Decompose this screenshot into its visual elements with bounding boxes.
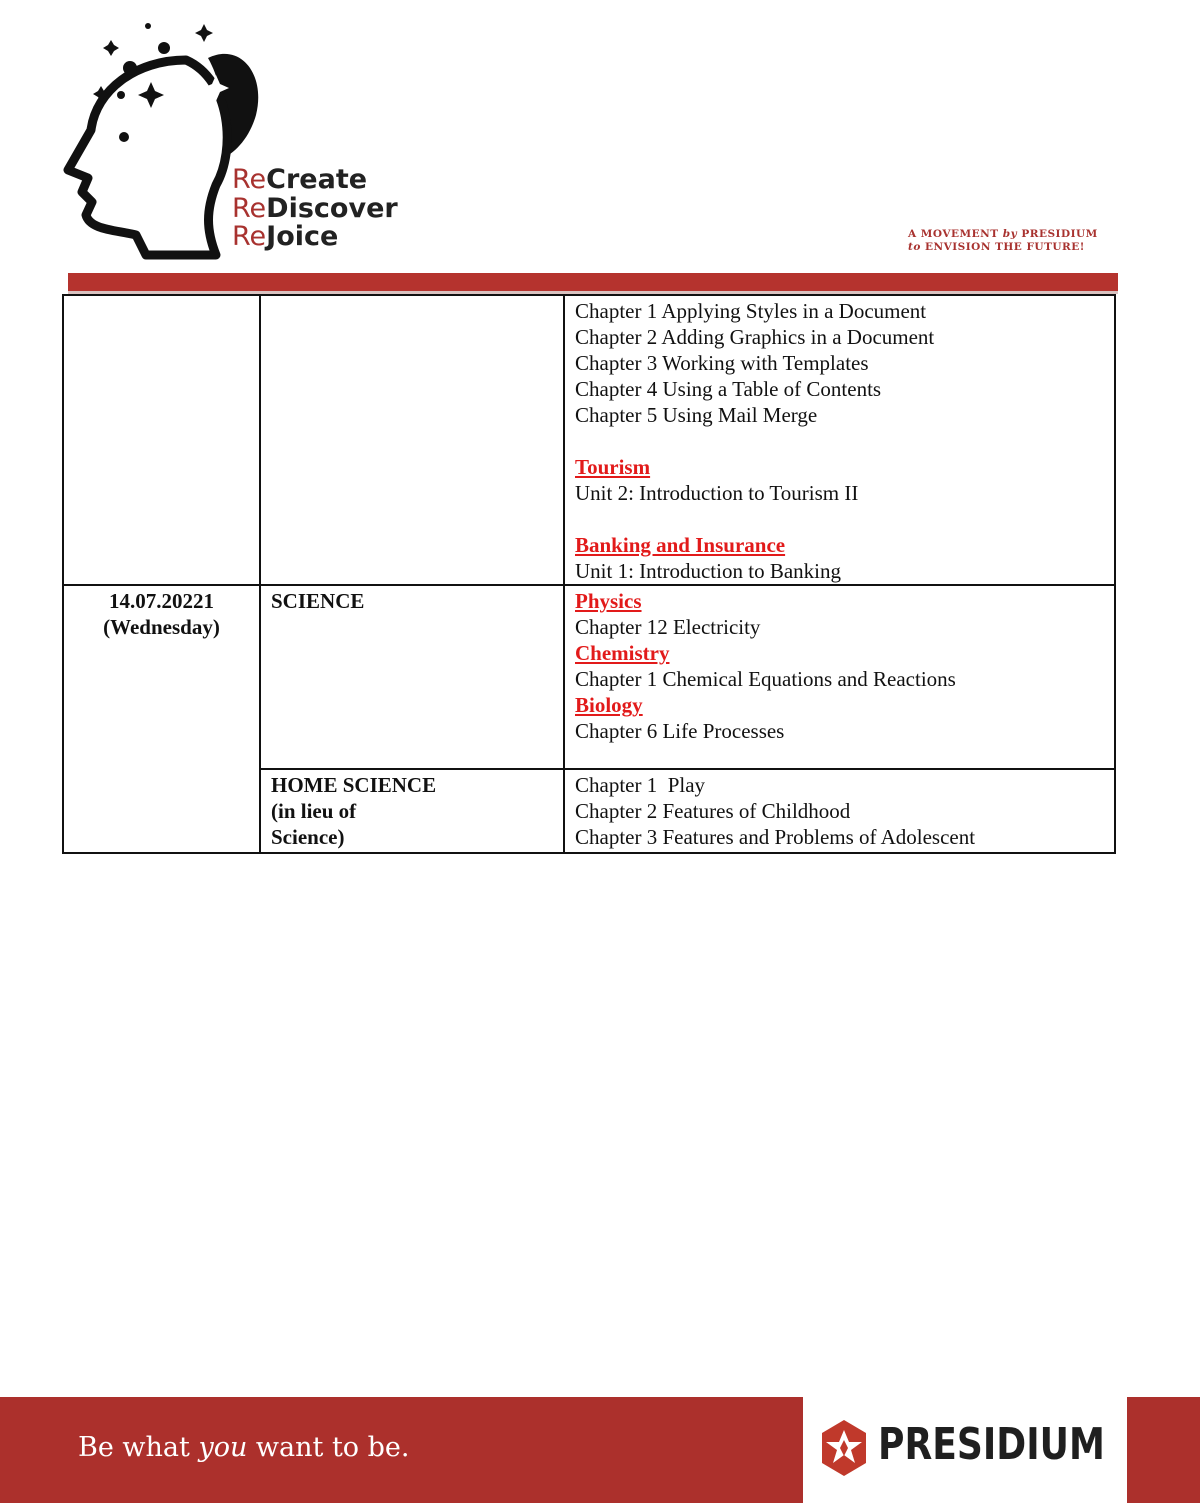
table-row (63, 585, 1115, 769)
subject-cell (260, 769, 564, 853)
syllabus-cell (564, 585, 1115, 769)
slogan-text: Be what (78, 1432, 199, 1463)
spacer (575, 506, 1114, 532)
chapter-line: Chapter 3 Features and Problems of Adolescent (575, 825, 976, 849)
date-cell (63, 295, 260, 585)
subject-name: HOME SCIENCE (271, 773, 437, 797)
tagline-text: by (1002, 228, 1018, 240)
chapter-line: Chapter 6 Life Processes (575, 719, 785, 743)
tagline-text: A MOVEMENT (908, 228, 1003, 240)
logo-word: Joice (266, 221, 339, 252)
chapter-line: Chapter 2 Adding Graphics in a Document (575, 325, 935, 349)
tagline-text: to (908, 241, 921, 253)
logo-prefix: Re (232, 164, 267, 195)
logo-word: Create (266, 164, 368, 195)
presidium-brand: PRESIDIUM (878, 1419, 1105, 1470)
logo-word: Discover (266, 192, 398, 224)
logo-prefix: Re (232, 221, 267, 252)
presidium-star-icon (818, 1418, 870, 1478)
chapter-line: Chapter 3 Working with Templates (575, 351, 869, 375)
tagline-line-2 (908, 241, 1098, 254)
exam-date: 14.07.20221 (109, 589, 214, 613)
spacer (575, 428, 1114, 454)
slogan-text: want to be. (247, 1432, 410, 1463)
header-divider-bar (68, 273, 1118, 291)
tagline (908, 228, 1098, 254)
subject-name: Science) (271, 825, 345, 849)
syllabus-cell (564, 769, 1115, 853)
subject-heading-banking: Banking and Insurance (575, 533, 786, 557)
footer-slogan (78, 1432, 410, 1463)
tagline-line-1 (908, 228, 1098, 241)
chapter-line: Chapter 4 Using a Table of Contents (575, 377, 882, 401)
tagline-text: PRESIDIUM (1017, 228, 1098, 240)
table-row (63, 295, 1115, 585)
subject-heading-tourism: Tourism (575, 455, 651, 479)
chapter-line: Chapter 2 Features of Childhood (575, 799, 851, 823)
subject-name: SCIENCE (271, 589, 365, 613)
chapter-line: Unit 1: Introduction to Banking (575, 559, 841, 583)
chapter-line: Unit 2: Introduction to Tourism II (575, 481, 859, 505)
date-cell (63, 585, 260, 853)
subject-heading-physics: Physics (575, 589, 642, 613)
exam-syllabus-table (62, 294, 1116, 854)
chapter-line: Chapter 1 Chemical Equations and Reactions (575, 667, 956, 691)
logo-line-rejoice (232, 223, 398, 252)
subject-heading-chemistry: Chemistry (575, 641, 670, 665)
syllabus-cell (564, 295, 1115, 585)
exam-day: (Wednesday) (103, 615, 220, 639)
chapter-line: Chapter 12 Electricity (575, 615, 761, 639)
logo-prefix: Re (232, 192, 267, 224)
tagline-text: ENVISION THE FUTURE! (920, 241, 1085, 253)
chapter-line: Chapter 1 Applying Styles in a Document (575, 299, 927, 323)
subject-name: (in lieu of (271, 799, 357, 823)
subject-heading-biology: Biology (575, 693, 643, 717)
logo-line-rediscover (232, 192, 398, 224)
slogan-text: you (198, 1432, 248, 1463)
chapter-line: Chapter 5 Using Mail Merge (575, 403, 818, 427)
logo-wordmark (232, 166, 398, 252)
logo-line-recreate (232, 166, 398, 195)
subject-cell (260, 585, 564, 769)
chapter-line: Chapter 1 Play (575, 773, 706, 797)
subject-cell (260, 295, 564, 585)
